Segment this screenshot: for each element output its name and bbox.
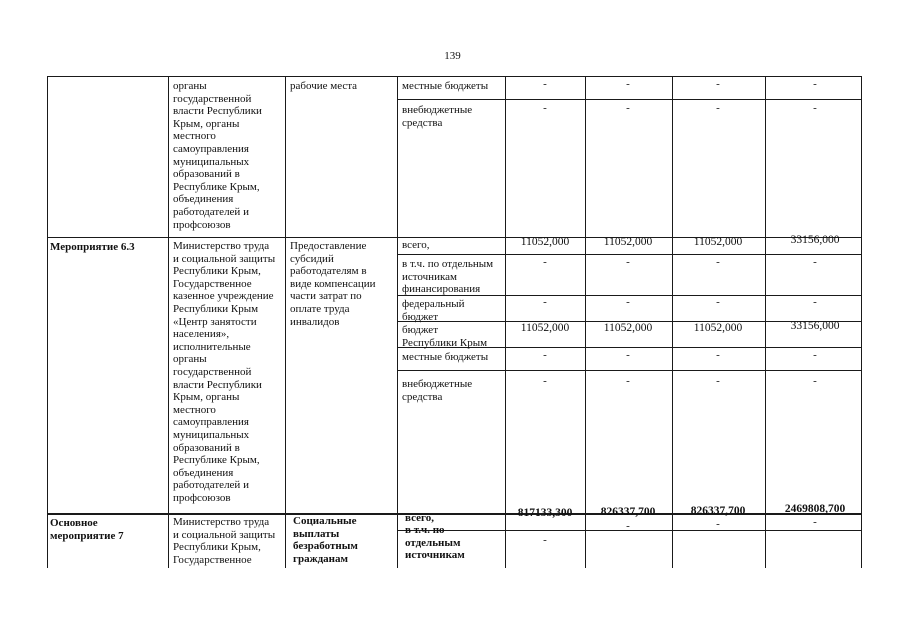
value-cell: -	[813, 296, 817, 308]
value-cell: -	[543, 102, 547, 114]
value-cell: -	[543, 349, 547, 361]
value-cell: 33156,000	[790, 320, 840, 332]
value-cell: 11052,000	[603, 236, 653, 248]
row-border-a	[397, 99, 862, 100]
value-cell: -	[813, 102, 817, 114]
value-cell: 11052,000	[693, 322, 743, 334]
col-border-6	[672, 76, 673, 568]
value-cell: -	[626, 520, 630, 532]
source-label: в т.ч. по отдельным источникам финансирования	[402, 258, 494, 296]
value-cell: -	[716, 102, 720, 114]
value-cell: -	[626, 102, 630, 114]
value-cell: -	[626, 375, 630, 387]
value-cell: 2469808,700	[784, 503, 846, 515]
source-label: всего,	[402, 239, 430, 251]
value-cell: 817133,300	[517, 507, 573, 519]
value-cell: -	[716, 296, 720, 308]
source-label: всего,	[405, 512, 434, 524]
source-label: внебюджетные средства	[402, 378, 473, 403]
source-label: в т.ч. по отдельным источникам	[405, 524, 465, 562]
measure-name: Основное мероприятие 7	[50, 517, 124, 542]
value-cell: -	[543, 534, 547, 546]
row-border-c	[397, 254, 862, 255]
value-cell: -	[543, 375, 547, 387]
value-cell: -	[813, 256, 817, 268]
indicator-cell: Социальные выплаты безработным гражданам	[293, 515, 358, 565]
source-label: федеральный бюджет	[402, 298, 465, 323]
source-label: местные бюджеты	[402, 351, 489, 363]
executor-cell: органы государственной власти Республики Крым, органы местного самоуправления муниципальных образований в Республике Крым, объединения работодателей и профсоюзов	[173, 80, 262, 231]
value-cell: -	[716, 375, 720, 387]
col-border-3	[397, 76, 398, 568]
value-cell: -	[626, 296, 630, 308]
value-cell: 33156,000	[790, 234, 840, 246]
indicator-cell: рабочие места	[290, 80, 358, 92]
value-cell: -	[813, 375, 817, 387]
col-border-right	[861, 76, 862, 568]
value-cell: -	[716, 349, 720, 361]
source-label: местные бюджеты	[402, 80, 489, 92]
value-cell: -	[626, 349, 630, 361]
executor-cell: Министерство труда и социальной защиты Республики Крым, Государственное казенное учреждение Республики Крым «Центр занятости населения», исполнительные органы государственной власти Республики Крым, органы местного самоуправления муниципальных образований в Республике Крым, объединения работодателей и профсоюзов	[173, 240, 276, 504]
value-cell: -	[543, 296, 547, 308]
value-cell: 826337,700	[690, 505, 746, 517]
value-cell: -	[813, 349, 817, 361]
row-border-top	[47, 76, 862, 77]
value-cell: -	[626, 78, 630, 90]
value-cell: 11052,000	[520, 236, 570, 248]
value-cell: -	[543, 78, 547, 90]
value-cell: -	[813, 78, 817, 90]
page-number: 139	[444, 50, 461, 62]
value-cell: 11052,000	[693, 236, 743, 248]
indicator-cell: Предоставление субсидий работодателям в виде компенсации части затрат по оплате труда инвалидов	[290, 240, 376, 328]
value-cell: -	[543, 256, 547, 268]
col-border-7	[765, 76, 766, 568]
executor-cell: Министерство труда и социальной защиты Республики Крым, Государственное	[173, 516, 276, 566]
source-label: внебюджетные средства	[402, 104, 473, 129]
value-cell: 826337,700	[600, 506, 656, 518]
value-cell: -	[626, 256, 630, 268]
col-border-1	[168, 76, 169, 568]
value-cell: -	[716, 78, 720, 90]
value-cell: 11052,000	[520, 322, 570, 334]
value-cell: 11052,000	[603, 322, 653, 334]
source-label: бюджет Республики Крым	[402, 324, 488, 349]
measure-name: Мероприятие 6.3	[50, 241, 135, 253]
value-cell: -	[716, 256, 720, 268]
value-cell: -	[813, 516, 817, 528]
col-border-left	[47, 76, 48, 568]
value-cell: -	[716, 518, 720, 530]
row-border-g	[397, 370, 862, 371]
col-border-2	[285, 76, 286, 568]
col-border-5	[585, 76, 586, 568]
